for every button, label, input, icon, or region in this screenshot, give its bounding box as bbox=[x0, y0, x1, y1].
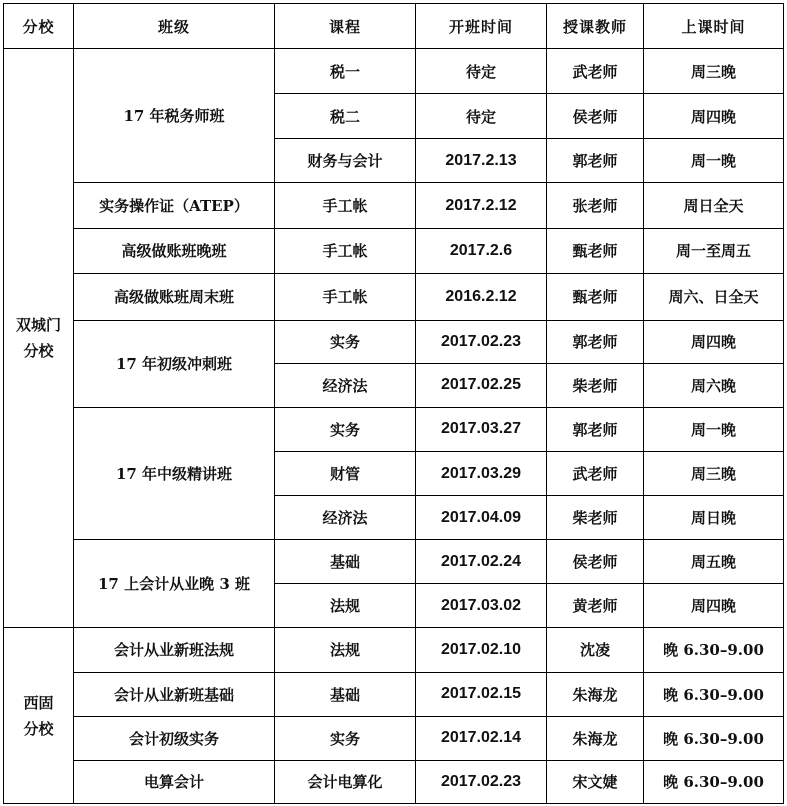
teacher-cell: 朱海龙 bbox=[547, 672, 644, 716]
start-date-cell: 2017.03.29 bbox=[416, 451, 547, 495]
course-cell: 经济法 bbox=[275, 363, 416, 407]
start-date-cell: 2017.02.10 bbox=[416, 628, 547, 672]
header-course: 课程 bbox=[275, 4, 416, 49]
class-cell: 会计从业新班基础 bbox=[74, 672, 275, 716]
start-date-cell: 2017.02.24 bbox=[416, 540, 547, 584]
branch-name-line1: 双城门 bbox=[15, 316, 61, 335]
class-cell: 会计初级实务 bbox=[74, 716, 275, 760]
course-cell: 基础 bbox=[275, 672, 416, 716]
table-row bbox=[4, 672, 784, 716]
teacher-cell: 武老师 bbox=[547, 49, 644, 94]
class-cell: 高级做账班晚班 bbox=[74, 229, 275, 273]
start-date-cell: 2017.02.23 bbox=[416, 320, 547, 363]
class-time-cell: 晚 6.30–9.00 bbox=[644, 760, 784, 803]
start-date-cell: 2017.02.25 bbox=[416, 363, 547, 407]
table-row bbox=[4, 320, 784, 363]
start-date-cell: 2016.2.12 bbox=[416, 273, 547, 320]
class-time-cell: 周三晚 bbox=[644, 49, 784, 94]
class-time-cell: 周一至周五 bbox=[644, 229, 784, 273]
class-time-cell: 周四晚 bbox=[644, 320, 784, 363]
class-cell: 实务操作证（ATEP） bbox=[74, 183, 275, 229]
start-date-cell: 2017.04.09 bbox=[416, 496, 547, 540]
class-time-cell: 周五晚 bbox=[644, 540, 784, 584]
class-time-cell: 周一晚 bbox=[644, 407, 784, 451]
teacher-cell: 宋文婕 bbox=[547, 760, 644, 803]
start-date-cell: 2017.02.23 bbox=[416, 760, 547, 803]
course-cell: 会计电算化 bbox=[275, 760, 416, 803]
table-row bbox=[4, 716, 784, 760]
class-time-cell: 周六、日全天 bbox=[644, 273, 784, 320]
teacher-cell: 张老师 bbox=[547, 183, 644, 229]
course-cell: 手工帐 bbox=[275, 273, 416, 320]
teacher-cell: 郭老师 bbox=[547, 407, 644, 451]
header-teacher: 授课教师 bbox=[547, 4, 644, 49]
class-cell: 高级做账班周末班 bbox=[74, 273, 275, 320]
course-cell: 税二 bbox=[275, 94, 416, 139]
start-date-cell: 2017.2.13 bbox=[416, 139, 547, 183]
course-cell: 实务 bbox=[275, 716, 416, 760]
start-date-cell: 待定 bbox=[416, 49, 547, 94]
start-date-cell: 2017.03.02 bbox=[416, 584, 547, 628]
branch-cell bbox=[4, 628, 74, 804]
teacher-cell: 郭老师 bbox=[547, 139, 644, 183]
teacher-cell: 武老师 bbox=[547, 451, 644, 495]
header-class-time: 上课时间 bbox=[644, 4, 784, 49]
course-cell: 法规 bbox=[275, 628, 416, 672]
start-date-cell: 2017.2.6 bbox=[416, 229, 547, 273]
teacher-cell: 甄老师 bbox=[547, 273, 644, 320]
class-time-cell: 周四晚 bbox=[644, 584, 784, 628]
class-cell: 电算会计 bbox=[74, 760, 275, 803]
class-time-cell: 周三晚 bbox=[644, 451, 784, 495]
class-schedule-table bbox=[3, 3, 784, 804]
start-date-cell: 2017.02.15 bbox=[416, 672, 547, 716]
teacher-cell: 郭老师 bbox=[547, 320, 644, 363]
teacher-cell: 朱海龙 bbox=[547, 716, 644, 760]
start-date-cell: 2017.03.27 bbox=[416, 407, 547, 451]
teacher-cell: 侯老师 bbox=[547, 540, 644, 584]
class-cell: 17 年中级精讲班 bbox=[74, 407, 275, 539]
course-cell: 基础 bbox=[275, 540, 416, 584]
course-cell: 税一 bbox=[275, 49, 416, 94]
header-start-date: 开班时间 bbox=[416, 4, 547, 49]
teacher-cell: 侯老师 bbox=[547, 94, 644, 139]
course-cell: 手工帐 bbox=[275, 229, 416, 273]
teacher-cell: 甄老师 bbox=[547, 229, 644, 273]
table-row bbox=[4, 407, 784, 451]
course-cell: 手工帐 bbox=[275, 183, 416, 229]
teacher-cell: 柴老师 bbox=[547, 496, 644, 540]
class-time-cell: 周一晚 bbox=[644, 139, 784, 183]
class-cell: 会计从业新班法规 bbox=[74, 628, 275, 672]
start-date-cell: 2017.02.14 bbox=[416, 716, 547, 760]
table-row bbox=[4, 540, 784, 584]
class-time-cell: 晚 6.30–9.00 bbox=[644, 672, 784, 716]
branch-name-line2: 分校 bbox=[23, 719, 54, 738]
table-row bbox=[4, 760, 784, 803]
class-time-cell: 周日晚 bbox=[644, 496, 784, 540]
course-cell: 实务 bbox=[275, 407, 416, 451]
start-date-cell: 待定 bbox=[416, 94, 547, 139]
branch-name-line2: 分校 bbox=[23, 342, 54, 361]
table-row bbox=[4, 49, 784, 94]
branch-name-line1: 西固 bbox=[23, 693, 54, 712]
course-cell: 财务与会计 bbox=[275, 139, 416, 183]
teacher-cell: 黄老师 bbox=[547, 584, 644, 628]
teacher-cell: 沈凌 bbox=[547, 628, 644, 672]
class-cell: 17 年初级冲刺班 bbox=[74, 320, 275, 407]
class-time-cell: 周日全天 bbox=[644, 183, 784, 229]
class-cell: 17 上会计从业晚 3 班 bbox=[74, 540, 275, 628]
course-cell: 实务 bbox=[275, 320, 416, 363]
branch-cell bbox=[4, 49, 74, 628]
class-cell: 17 年税务师班 bbox=[74, 49, 275, 183]
start-date-cell: 2017.2.12 bbox=[416, 183, 547, 229]
header-branch: 分校 bbox=[4, 4, 74, 49]
class-time-cell: 周四晚 bbox=[644, 94, 784, 139]
header-row bbox=[4, 4, 784, 49]
course-cell: 财管 bbox=[275, 451, 416, 495]
course-cell: 经济法 bbox=[275, 496, 416, 540]
table-row bbox=[4, 628, 784, 672]
course-cell: 法规 bbox=[275, 584, 416, 628]
table-row bbox=[4, 273, 784, 320]
header-class: 班级 bbox=[74, 4, 275, 49]
class-time-cell: 晚 6.30–9.00 bbox=[644, 628, 784, 672]
table-row bbox=[4, 183, 784, 229]
class-time-cell: 晚 6.30–9.00 bbox=[644, 716, 784, 760]
class-time-cell: 周六晚 bbox=[644, 363, 784, 407]
teacher-cell: 柴老师 bbox=[547, 363, 644, 407]
table-row bbox=[4, 229, 784, 273]
